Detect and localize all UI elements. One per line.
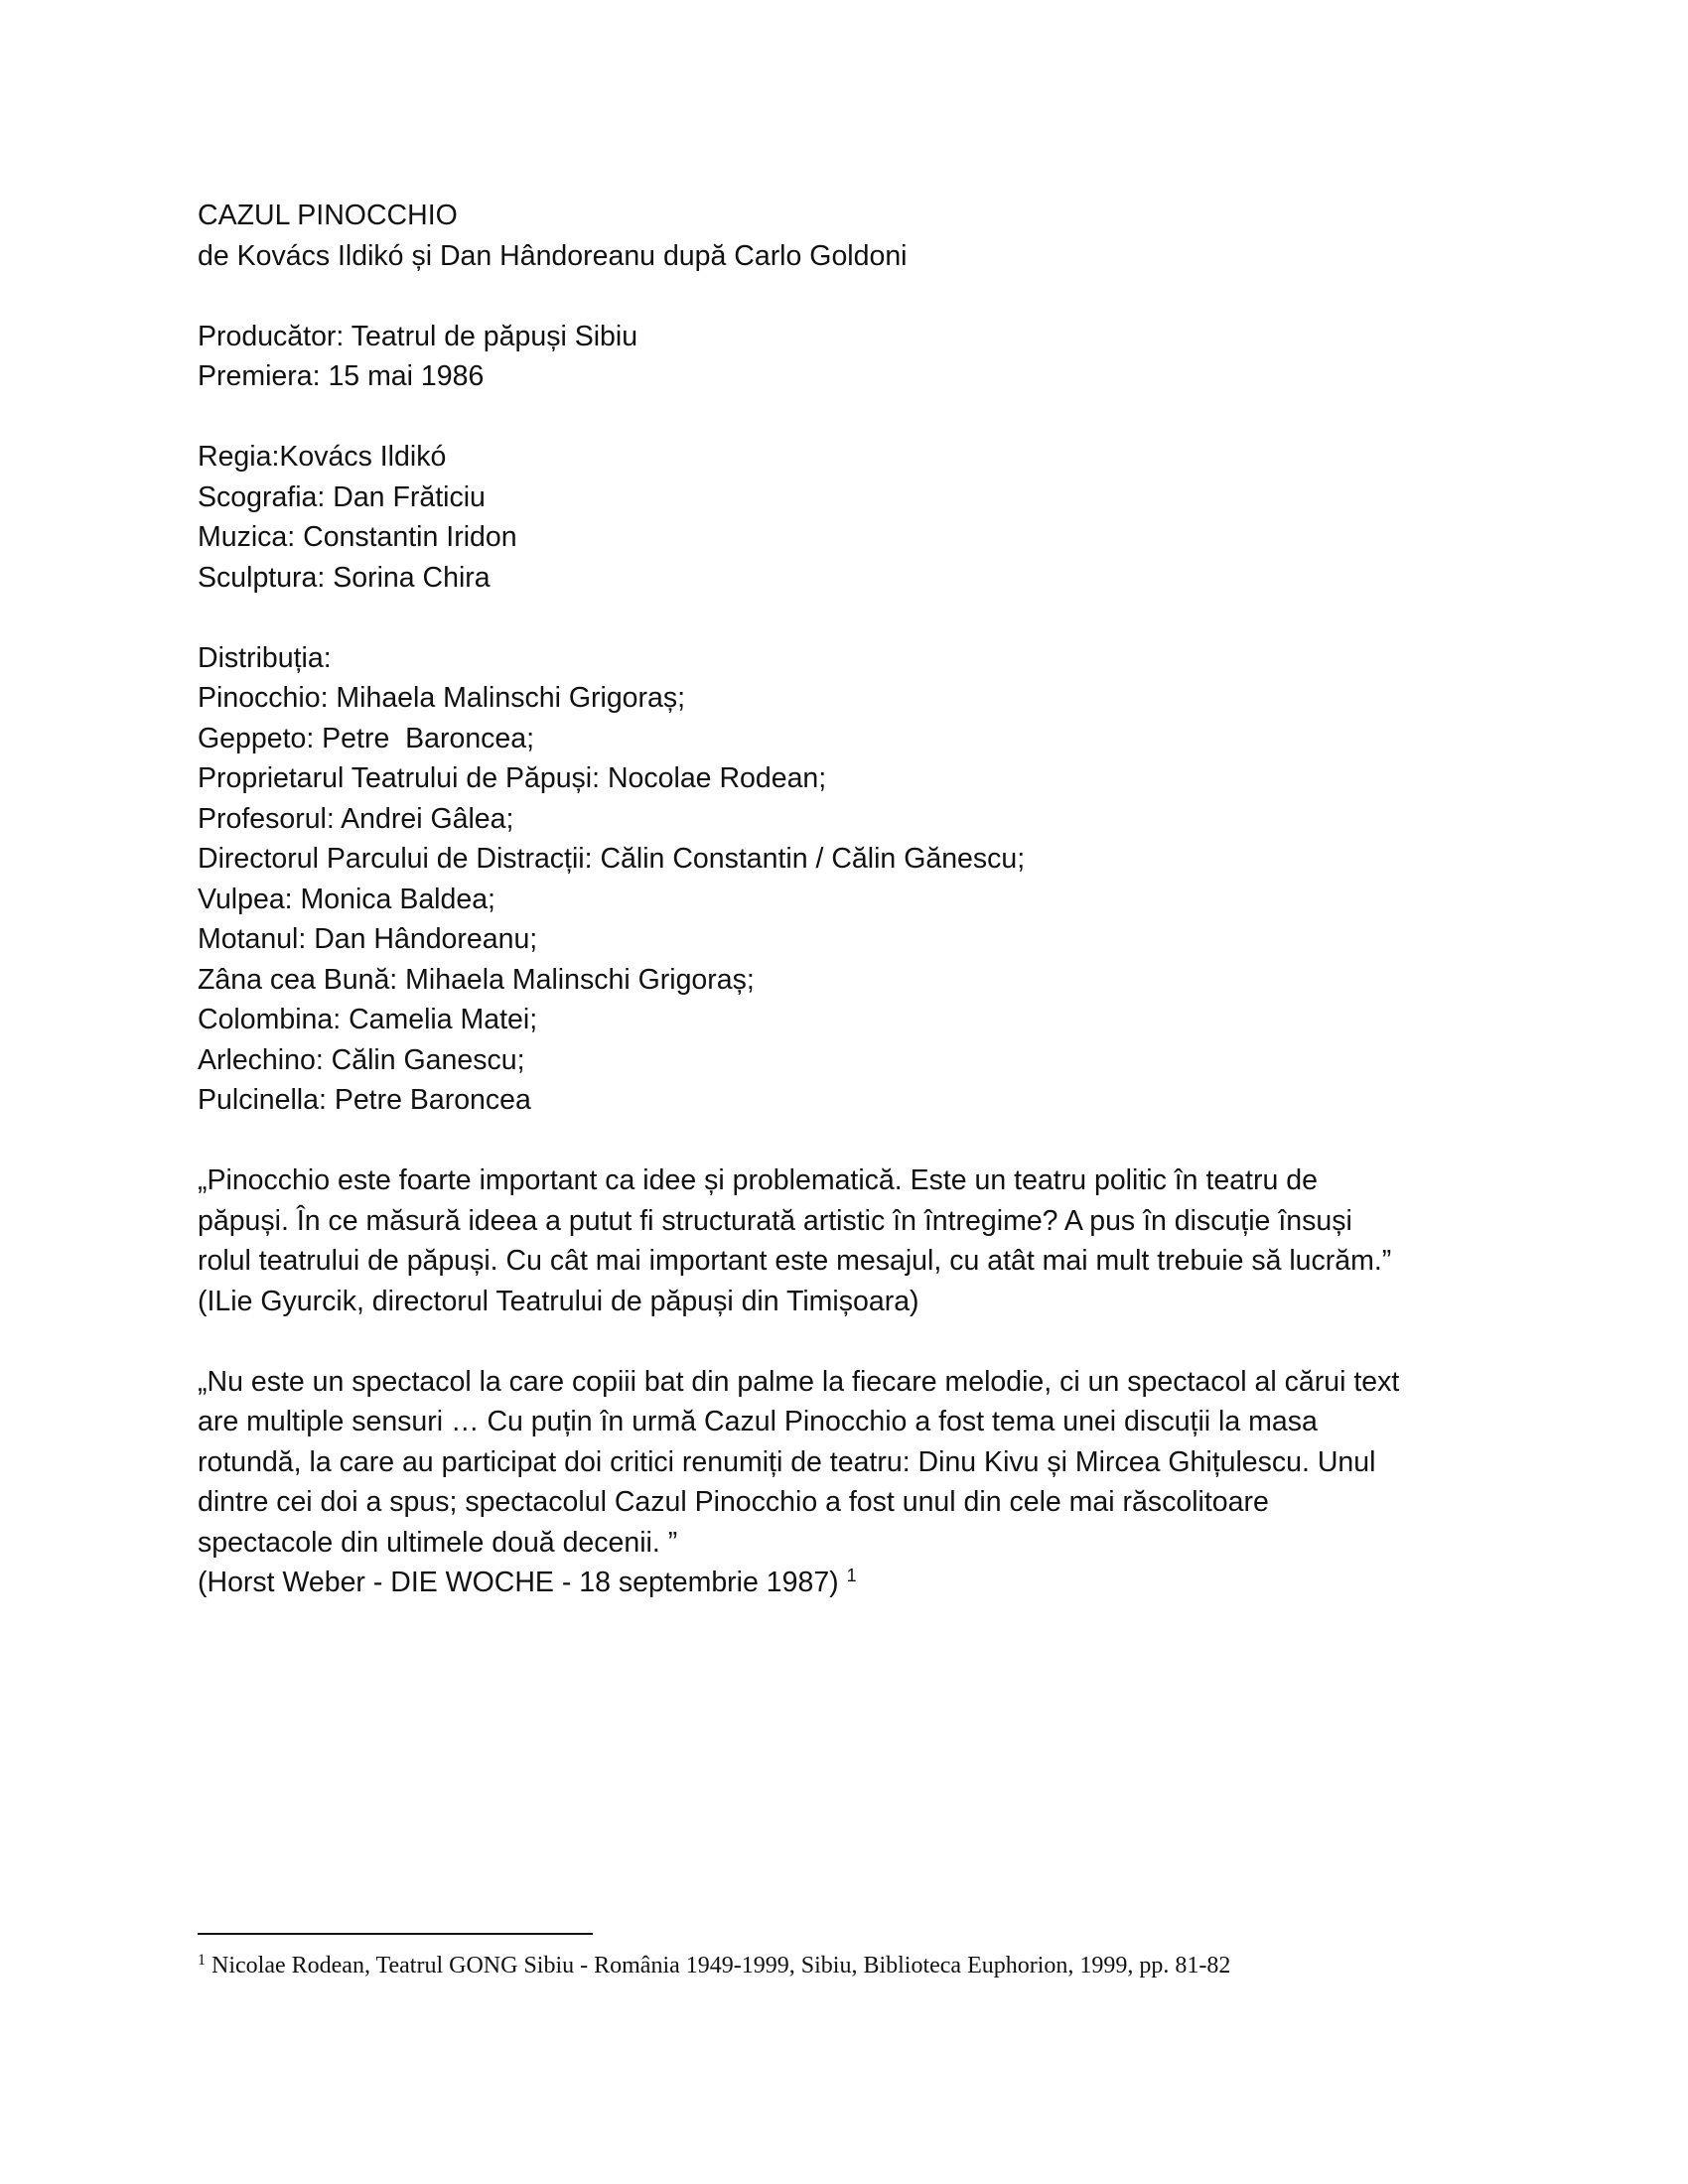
quote-attribution: (ILie Gyurcik, directorul Teatrului de păpuși din Timișoara) xyxy=(198,1285,919,1317)
footnote-divider xyxy=(198,1933,593,1935)
quote-text-line: „Nu este un spectacol la care copiii bat din palme la fiecare melodie, ci un spectacol al cărui text xyxy=(198,1365,1400,1398)
quote-text-line: rotundă, la care au participat doi critici renumiți de teatru: Dinu Kivu și Mircea Ghițulescu. Unul xyxy=(198,1445,1376,1478)
credit-line: Sculptura: Sorina Chira xyxy=(198,561,491,594)
quote-text-line: spectacole din ultimele două decenii. ” xyxy=(198,1526,678,1559)
cast-entry: Zâna cea Bună: Mihaela Malinschi Grigoraș; xyxy=(198,963,755,996)
quote-block xyxy=(198,1362,1518,1603)
premiere-line: Premiera: 15 mai 1986 xyxy=(198,360,485,392)
quote-text-line: are multiple sensuri … Cu puțin în urmă Cazul Pinocchio a fost tema unei discuții la masa xyxy=(198,1406,1318,1437)
quote-text-line: rolul teatrului de păpuși. Cu cât mai important este mesajul, cu atât mai mult trebuie să lucrăm.” xyxy=(198,1245,1392,1277)
quote-block xyxy=(198,1160,1518,1321)
quote-text-line: păpuși. În ce măsură ideea a putut fi structurată artistic în întregime? A pus în discuție însuși xyxy=(198,1204,1352,1237)
document-body xyxy=(198,196,1518,1643)
credit-line: Scografia: Dan Frăticiu xyxy=(198,480,486,513)
footnote-marker: 1 xyxy=(198,1952,206,1969)
production-block xyxy=(198,317,1518,397)
cast-entry: Motanul: Dan Hândoreanu; xyxy=(198,923,538,955)
cast-entry: Pinocchio: Mihaela Malinschi Grigoraș; xyxy=(198,682,686,714)
quote-attribution-wrapper xyxy=(198,1563,1518,1603)
document-title: CAZUL PINOCCHIO xyxy=(198,200,458,231)
cast-block xyxy=(198,638,1518,1121)
credit-line: Muzica: Constantin Iridon xyxy=(198,521,517,553)
quote-text-line: dintre cei doi a spus; spectacolul Cazul Pinocchio a fost unul din cele mai răscolitoare xyxy=(198,1486,1269,1518)
credits-block xyxy=(198,437,1518,598)
cast-entry: Arlechino: Călin Ganescu; xyxy=(198,1043,525,1076)
cast-entry: Vulpea: Monica Baldea; xyxy=(198,883,495,915)
document-subtitle: de Kovács Ildikó și Dan Hândoreanu după Carlo Goldoni xyxy=(198,239,908,272)
quote-text-line: „Pinocchio este foarte important ca idee și problematică. Este un teatru politic în teatru de xyxy=(198,1164,1318,1196)
cast-entry: Proprietarul Teatrului de Păpuși: Nocolae Rodean; xyxy=(198,762,827,794)
producer-line: Producător: Teatrul de păpuși Sibiu xyxy=(198,320,638,352)
title-block xyxy=(198,196,1518,276)
footnote-text: Nicolae Rodean, Teatrul GONG Sibiu - România 1949-1999, Sibiu, Biblioteca Euphorion, 1999, pp. 81-82 xyxy=(206,1953,1231,1979)
footnote-reference[interactable]: 1 xyxy=(846,1566,857,1585)
cast-entry: Geppeto: Petre Baroncea; xyxy=(198,722,535,754)
cast-entry: Profesorul: Andrei Gâlea; xyxy=(198,802,514,835)
cast-entry: Colombina: Camelia Matei; xyxy=(198,1004,538,1035)
quote-attribution: (Horst Weber - DIE WOCHE - 18 septembrie 1987) xyxy=(198,1567,847,1598)
footnote xyxy=(198,1951,1518,1980)
credit-line: Regia:Kovács Ildikó xyxy=(198,441,447,473)
cast-heading: Distribuția: xyxy=(198,641,332,674)
cast-entry: Directorul Parcului de Distracții: Călin Constantin / Călin Gănescu; xyxy=(198,843,1026,875)
cast-entry: Pulcinella: Petre Baroncea xyxy=(198,1084,531,1116)
